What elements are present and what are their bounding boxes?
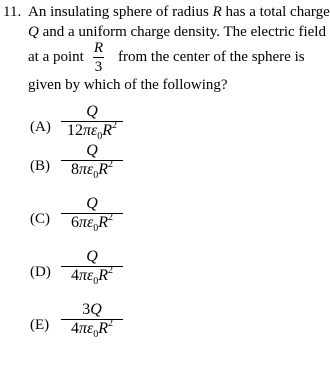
question-number: 11. xyxy=(3,4,22,20)
option-label: (E) xyxy=(30,317,50,333)
option-fraction xyxy=(61,103,123,143)
option-denominator: $8\pi\varepsilon_0R^2$ xyxy=(70,158,114,182)
question-line-4: given by which of the following? xyxy=(28,77,228,93)
option-fraction xyxy=(61,248,123,288)
option-fraction xyxy=(61,195,123,235)
option-denominator: $12\pi\varepsilon_0R^2$ xyxy=(66,119,118,143)
question-line-3-prefix: at a point xyxy=(28,49,84,65)
question-line-3-suffix: from the center of the sphere is xyxy=(118,49,305,65)
option-denominator: $4\pi\varepsilon_0R^2$ xyxy=(70,264,114,288)
option-label: (D) xyxy=(30,264,51,280)
option-denominator: $4\pi\varepsilon_0R^2$ xyxy=(70,317,114,341)
option-numerator: 3Q xyxy=(82,301,102,318)
option-numerator: Q xyxy=(86,103,98,120)
inline-fraction-numerator: R xyxy=(93,40,104,56)
question-line-2: Q and a uniform charge density. The electric field xyxy=(28,24,326,40)
option-numerator: Q xyxy=(86,195,98,212)
fraction-bar xyxy=(93,57,104,58)
option-fraction xyxy=(61,142,123,182)
option-denominator: $6\pi\varepsilon_0R^2$ xyxy=(70,211,114,235)
option-numerator: Q xyxy=(86,248,98,265)
inline-fraction-denominator: 3 xyxy=(94,59,103,75)
question-line-1: An insulating sphere of radius R has a total charge xyxy=(28,4,330,20)
option-fraction xyxy=(61,301,123,341)
option-label: (B) xyxy=(30,158,50,174)
option-label: (C) xyxy=(30,211,50,227)
option-numerator: Q xyxy=(86,142,98,159)
inline-fraction xyxy=(93,40,104,75)
option-label: (A) xyxy=(30,119,51,135)
